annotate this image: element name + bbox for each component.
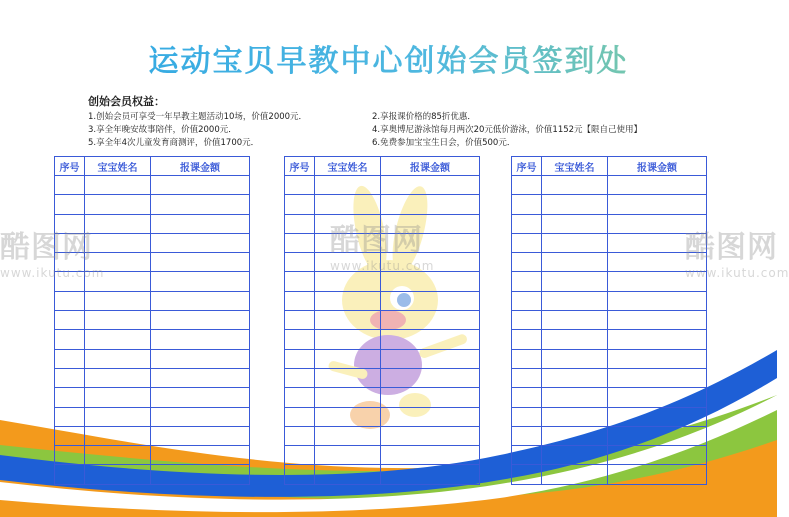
course-amount-cell[interactable] bbox=[608, 465, 707, 484]
baby-name-cell[interactable] bbox=[315, 349, 381, 368]
index-cell[interactable] bbox=[285, 407, 315, 426]
baby-name-cell[interactable] bbox=[315, 465, 381, 484]
watermark-text: 酷图网 bbox=[330, 223, 423, 258]
baby-name-cell[interactable] bbox=[542, 195, 608, 214]
baby-name-cell[interactable] bbox=[542, 233, 608, 252]
course-amount-cell[interactable] bbox=[608, 176, 707, 195]
baby-name-cell[interactable] bbox=[315, 176, 381, 195]
watermark-url: www.ikutu.com bbox=[0, 266, 105, 280]
course-amount-cell[interactable] bbox=[608, 426, 707, 445]
index-cell[interactable] bbox=[55, 272, 85, 291]
course-amount-cell[interactable] bbox=[151, 272, 250, 291]
baby-name-cell[interactable] bbox=[85, 176, 151, 195]
baby-name-cell[interactable] bbox=[315, 233, 381, 252]
course-amount-cell[interactable] bbox=[381, 195, 480, 214]
table-row bbox=[512, 330, 707, 349]
baby-name-cell[interactable] bbox=[315, 272, 381, 291]
index-cell[interactable] bbox=[285, 368, 315, 387]
course-amount-cell[interactable] bbox=[381, 446, 480, 465]
table-body bbox=[55, 176, 250, 485]
watermark-url: www.ikutu.com bbox=[685, 266, 789, 280]
header-index: 序号 bbox=[512, 157, 542, 176]
index-cell[interactable] bbox=[55, 426, 85, 445]
course-amount-cell[interactable] bbox=[608, 368, 707, 387]
table-row bbox=[512, 446, 707, 465]
table-row bbox=[512, 311, 707, 330]
signin-table-middle bbox=[284, 156, 480, 485]
baby-name-cell[interactable] bbox=[542, 311, 608, 330]
baby-name-cell[interactable] bbox=[542, 291, 608, 310]
baby-name-cell[interactable] bbox=[542, 349, 608, 368]
index-cell[interactable] bbox=[512, 349, 542, 368]
baby-name-cell[interactable] bbox=[85, 330, 151, 349]
course-amount-cell[interactable] bbox=[608, 253, 707, 272]
index-cell[interactable] bbox=[512, 272, 542, 291]
course-amount-cell[interactable] bbox=[381, 368, 480, 387]
table-row bbox=[285, 368, 480, 387]
table-row bbox=[55, 446, 250, 465]
index-cell[interactable] bbox=[285, 233, 315, 252]
table-row bbox=[512, 195, 707, 214]
table-body bbox=[512, 176, 707, 485]
course-amount-cell[interactable] bbox=[608, 388, 707, 407]
header-baby-name: 宝宝姓名 bbox=[315, 157, 381, 176]
header-index: 序号 bbox=[285, 157, 315, 176]
index-cell[interactable] bbox=[285, 253, 315, 272]
table-row bbox=[55, 368, 250, 387]
course-amount-cell[interactable] bbox=[151, 446, 250, 465]
index-cell[interactable] bbox=[285, 311, 315, 330]
course-amount-cell[interactable] bbox=[381, 465, 480, 484]
table-row bbox=[512, 253, 707, 272]
course-amount-cell[interactable] bbox=[381, 291, 480, 310]
index-cell[interactable] bbox=[512, 176, 542, 195]
baby-name-cell[interactable] bbox=[542, 253, 608, 272]
course-amount-cell[interactable] bbox=[381, 176, 480, 195]
course-amount-cell[interactable] bbox=[151, 368, 250, 387]
watermark-text: 酷图网 bbox=[685, 230, 778, 265]
table-row bbox=[512, 349, 707, 368]
table-row bbox=[512, 465, 707, 484]
table-row bbox=[285, 330, 480, 349]
benefit-item-1: 1.创始会员可享受一年早教主题活动10场，价值2000元． bbox=[88, 112, 308, 122]
index-cell[interactable] bbox=[55, 465, 85, 484]
baby-name-cell[interactable] bbox=[542, 176, 608, 195]
table-row bbox=[512, 291, 707, 310]
table-row bbox=[512, 272, 707, 291]
baby-name-cell[interactable] bbox=[85, 311, 151, 330]
course-amount-cell[interactable] bbox=[151, 330, 250, 349]
header-course-amount: 报课金额 bbox=[151, 157, 250, 176]
course-amount-cell[interactable] bbox=[381, 214, 480, 233]
baby-name-cell[interactable] bbox=[85, 233, 151, 252]
baby-name-cell[interactable] bbox=[315, 407, 381, 426]
course-amount-cell[interactable] bbox=[151, 465, 250, 484]
benefit-item-3: 3.享全年晚安故事陪伴，价值2000元． bbox=[88, 125, 237, 135]
table-row bbox=[285, 349, 480, 368]
index-cell[interactable] bbox=[512, 388, 542, 407]
table-row bbox=[285, 465, 480, 484]
table-row bbox=[512, 368, 707, 387]
table-row bbox=[55, 272, 250, 291]
baby-name-cell[interactable] bbox=[85, 465, 151, 484]
table-row bbox=[55, 330, 250, 349]
table-row bbox=[285, 311, 480, 330]
benefit-item-6: 6.免费参加宝宝生日会，价值500元． bbox=[372, 138, 516, 148]
watermark-url: www.ikutu.com bbox=[330, 259, 435, 273]
course-amount-cell[interactable] bbox=[151, 195, 250, 214]
benefit-item-5: 5.享全年4次儿童发育商测评，价值1700元． bbox=[88, 138, 260, 148]
course-amount-cell[interactable] bbox=[151, 214, 250, 233]
course-amount-cell[interactable] bbox=[381, 407, 480, 426]
index-cell[interactable] bbox=[512, 446, 542, 465]
table-body bbox=[285, 176, 480, 485]
table-row bbox=[512, 233, 707, 252]
baby-name-cell[interactable] bbox=[542, 446, 608, 465]
index-cell[interactable] bbox=[55, 291, 85, 310]
baby-name-cell[interactable] bbox=[315, 330, 381, 349]
index-cell[interactable] bbox=[55, 195, 85, 214]
table-row bbox=[512, 407, 707, 426]
watermark-text: 酷图网 bbox=[0, 230, 93, 265]
course-amount-cell[interactable] bbox=[608, 349, 707, 368]
index-cell[interactable] bbox=[55, 368, 85, 387]
table-row bbox=[512, 388, 707, 407]
course-amount-cell[interactable] bbox=[381, 253, 480, 272]
index-cell[interactable] bbox=[512, 195, 542, 214]
table-row bbox=[55, 176, 250, 195]
table-row bbox=[285, 214, 480, 233]
course-amount-cell[interactable] bbox=[151, 253, 250, 272]
baby-name-cell[interactable] bbox=[315, 388, 381, 407]
course-amount-cell[interactable] bbox=[381, 233, 480, 252]
benefit-item-4: 4.享奥博尼游泳馆每月两次20元低价游泳，价值1152元【限自己使用】 bbox=[372, 125, 643, 135]
index-cell[interactable] bbox=[512, 426, 542, 445]
table-row bbox=[285, 176, 480, 195]
course-amount-cell[interactable] bbox=[608, 407, 707, 426]
course-amount-cell[interactable] bbox=[608, 195, 707, 214]
baby-name-cell[interactable] bbox=[315, 253, 381, 272]
table-row bbox=[55, 233, 250, 252]
course-amount-cell[interactable] bbox=[608, 214, 707, 233]
index-cell[interactable] bbox=[55, 176, 85, 195]
course-amount-cell[interactable] bbox=[608, 272, 707, 291]
baby-name-cell[interactable] bbox=[542, 368, 608, 387]
course-amount-cell[interactable] bbox=[151, 426, 250, 445]
baby-name-cell[interactable] bbox=[85, 349, 151, 368]
index-cell[interactable] bbox=[285, 272, 315, 291]
index-cell[interactable] bbox=[55, 330, 85, 349]
index-cell[interactable] bbox=[285, 446, 315, 465]
table-row bbox=[55, 388, 250, 407]
baby-name-cell[interactable] bbox=[542, 407, 608, 426]
baby-name-cell[interactable] bbox=[315, 426, 381, 445]
header-baby-name: 宝宝姓名 bbox=[85, 157, 151, 176]
index-cell[interactable] bbox=[512, 233, 542, 252]
index-cell[interactable] bbox=[512, 465, 542, 484]
benefits-heading: 创始会员权益： bbox=[88, 95, 165, 108]
course-amount-cell[interactable] bbox=[608, 233, 707, 252]
table-row bbox=[55, 426, 250, 445]
course-amount-cell[interactable] bbox=[151, 349, 250, 368]
table-row bbox=[55, 253, 250, 272]
table-row bbox=[512, 426, 707, 445]
index-cell[interactable] bbox=[55, 253, 85, 272]
baby-name-cell[interactable] bbox=[85, 407, 151, 426]
baby-name-cell[interactable] bbox=[85, 291, 151, 310]
page-title: 运动宝贝早教中心创始会员签到处 bbox=[0, 36, 777, 80]
table-row bbox=[55, 349, 250, 368]
table-row bbox=[285, 195, 480, 214]
index-cell[interactable] bbox=[285, 214, 315, 233]
course-amount-cell[interactable] bbox=[151, 407, 250, 426]
index-cell[interactable] bbox=[285, 465, 315, 484]
index-cell[interactable] bbox=[512, 214, 542, 233]
table-row bbox=[55, 195, 250, 214]
baby-name-cell[interactable] bbox=[542, 465, 608, 484]
index-cell[interactable] bbox=[55, 407, 85, 426]
signin-table-right bbox=[511, 156, 707, 485]
baby-name-cell[interactable] bbox=[85, 388, 151, 407]
table-row bbox=[512, 214, 707, 233]
header-course-amount: 报课金额 bbox=[608, 157, 707, 176]
baby-name-cell[interactable] bbox=[542, 426, 608, 445]
course-amount-cell[interactable] bbox=[381, 388, 480, 407]
baby-name-cell[interactable] bbox=[315, 214, 381, 233]
baby-name-cell[interactable] bbox=[315, 291, 381, 310]
table-row bbox=[55, 407, 250, 426]
table-row bbox=[285, 446, 480, 465]
course-amount-cell[interactable] bbox=[151, 291, 250, 310]
course-amount-cell[interactable] bbox=[151, 176, 250, 195]
index-cell[interactable] bbox=[285, 195, 315, 214]
index-cell[interactable] bbox=[512, 330, 542, 349]
index-cell[interactable] bbox=[285, 330, 315, 349]
baby-name-cell[interactable] bbox=[542, 388, 608, 407]
index-cell[interactable] bbox=[55, 214, 85, 233]
baby-name-cell[interactable] bbox=[85, 272, 151, 291]
index-cell[interactable] bbox=[512, 368, 542, 387]
table-row bbox=[285, 253, 480, 272]
index-cell[interactable] bbox=[285, 349, 315, 368]
baby-name-cell[interactable] bbox=[315, 195, 381, 214]
course-amount-cell[interactable] bbox=[151, 311, 250, 330]
table-row bbox=[285, 388, 480, 407]
baby-name-cell[interactable] bbox=[85, 426, 151, 445]
baby-name-cell[interactable] bbox=[542, 330, 608, 349]
course-amount-cell[interactable] bbox=[381, 426, 480, 445]
course-amount-cell[interactable] bbox=[381, 311, 480, 330]
index-cell[interactable] bbox=[512, 407, 542, 426]
benefit-item-2: 2.享报课价格的85折优惠． bbox=[372, 112, 476, 122]
table-row bbox=[285, 233, 480, 252]
baby-name-cell[interactable] bbox=[85, 214, 151, 233]
index-cell[interactable] bbox=[285, 291, 315, 310]
course-amount-cell[interactable] bbox=[381, 330, 480, 349]
baby-name-cell[interactable] bbox=[85, 446, 151, 465]
index-cell[interactable] bbox=[512, 253, 542, 272]
index-cell[interactable] bbox=[55, 311, 85, 330]
table-row bbox=[55, 291, 250, 310]
baby-name-cell[interactable] bbox=[85, 368, 151, 387]
table-row bbox=[285, 291, 480, 310]
table-row bbox=[55, 465, 250, 484]
baby-name-cell[interactable] bbox=[542, 272, 608, 291]
table-row bbox=[55, 311, 250, 330]
index-cell[interactable] bbox=[285, 426, 315, 445]
header-course-amount: 报课金额 bbox=[381, 157, 480, 176]
index-cell[interactable] bbox=[512, 311, 542, 330]
index-cell[interactable] bbox=[55, 349, 85, 368]
course-amount-cell[interactable] bbox=[151, 388, 250, 407]
table-row bbox=[285, 426, 480, 445]
table-row bbox=[512, 176, 707, 195]
baby-name-cell[interactable] bbox=[542, 214, 608, 233]
baby-name-cell[interactable] bbox=[85, 195, 151, 214]
signin-table-left bbox=[54, 156, 250, 485]
index-cell[interactable] bbox=[512, 291, 542, 310]
course-amount-cell[interactable] bbox=[608, 311, 707, 330]
baby-name-cell[interactable] bbox=[315, 311, 381, 330]
index-cell[interactable] bbox=[55, 388, 85, 407]
table-row bbox=[55, 214, 250, 233]
course-amount-cell[interactable] bbox=[151, 233, 250, 252]
header-index: 序号 bbox=[55, 157, 85, 176]
course-amount-cell[interactable] bbox=[381, 272, 480, 291]
index-cell[interactable] bbox=[55, 446, 85, 465]
baby-name-cell[interactable] bbox=[315, 446, 381, 465]
index-cell[interactable] bbox=[285, 388, 315, 407]
table-row bbox=[285, 407, 480, 426]
index-cell[interactable] bbox=[55, 233, 85, 252]
table-row bbox=[285, 272, 480, 291]
course-amount-cell[interactable] bbox=[608, 446, 707, 465]
index-cell[interactable] bbox=[285, 176, 315, 195]
header-baby-name: 宝宝姓名 bbox=[542, 157, 608, 176]
course-amount-cell[interactable] bbox=[381, 349, 480, 368]
baby-name-cell[interactable] bbox=[85, 253, 151, 272]
course-amount-cell[interactable] bbox=[608, 291, 707, 310]
baby-name-cell[interactable] bbox=[315, 368, 381, 387]
course-amount-cell[interactable] bbox=[608, 330, 707, 349]
